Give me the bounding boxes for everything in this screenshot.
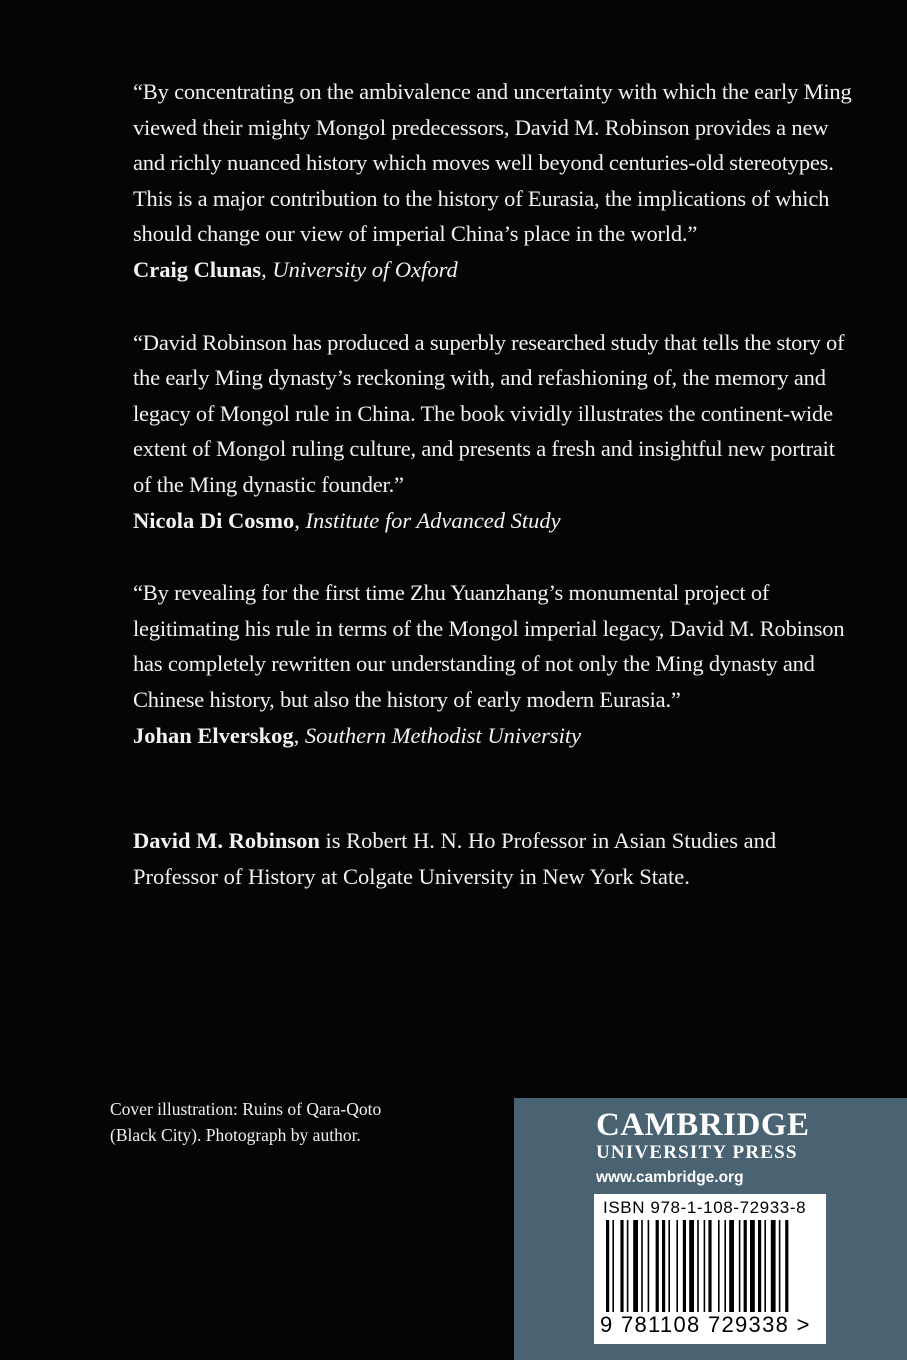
endorser-affiliation: Southern Methodist University — [304, 722, 582, 748]
endorsement-text: “By concentrating on the ambivalence and uncertainty with which the early Ming viewed their mighty Mongol predecessors, David M. Robinson provides a new and richly nuanced history which moves well beyond centuries-old stereotypes. This is a major contribution to the history of Eurasia, the implications of which should change our view of imperial China’s place in the world.” — [133, 79, 852, 247]
endorser-name: Craig Clunas — [133, 256, 262, 282]
endorsement-3 — [133, 575, 853, 753]
endorser-affiliation: University of Oxford — [272, 256, 458, 282]
barcode-digits: 9 781108 729338 > — [600, 1312, 811, 1337]
isbn-label: ISBN 978-1-108-72933-8 — [603, 1198, 807, 1217]
endorsement-attribution: Craig Clunas, University of Oxford — [133, 256, 458, 282]
cover-credit-line-1: Cover illustration: Ruins of Qara-Qoto — [110, 1099, 382, 1119]
publisher-panel — [514, 1098, 907, 1360]
endorsement-text: “David Robinson has produced a superbly researched study that tells the story of the early Ming dynasty’s reckoning with, and refashioning of, the memory and legacy of Mongol rule in China. The book vividly illustrates the continent-wide extent of Mongol ruling culture, and presents a fresh and insightful new portrait of the Ming dynastic founder.” — [133, 329, 845, 497]
endorsement-attribution: Johan Elverskog, Southern Methodist University — [133, 722, 582, 748]
barcode-box — [594, 1194, 826, 1344]
author-bio-text: is Robert H. N. Ho Professor in Asian Studies and Professor of History at Colgate University in New York State. — [133, 828, 777, 889]
barcode-icon — [604, 1220, 816, 1312]
publisher-url: www.cambridge.org — [596, 1169, 744, 1186]
cover-credit-line-2: (Black City). Photograph by author. — [110, 1125, 361, 1145]
endorser-name: Johan Elverskog — [133, 722, 294, 748]
endorsement-2 — [133, 325, 853, 539]
endorsements — [133, 74, 853, 790]
cover-credit — [110, 1096, 470, 1148]
endorsement-attribution: Nicola Di Cosmo, Institute for Advanced Study — [133, 507, 561, 533]
publisher-subtitle: UNIVERSITY PRESS — [596, 1142, 798, 1163]
endorser-affiliation: Institute for Advanced Study — [305, 507, 561, 533]
author-bio — [133, 823, 853, 894]
endorsement-text: “By revealing for the first time Zhu Yuanzhang’s monumental project of legitimating his rule in terms of the Mongol imperial legacy, David M. Robinson has completely rewritten our understanding of not only the Ming dynasty and Chinese history, but also the history of early modern Eurasia.” — [133, 580, 845, 712]
publisher-name: CAMBRIDGE — [596, 1107, 810, 1143]
author-name: David M. Robinson — [133, 828, 320, 853]
endorsement-1 — [133, 74, 853, 288]
endorser-name: Nicola Di Cosmo — [133, 507, 295, 533]
